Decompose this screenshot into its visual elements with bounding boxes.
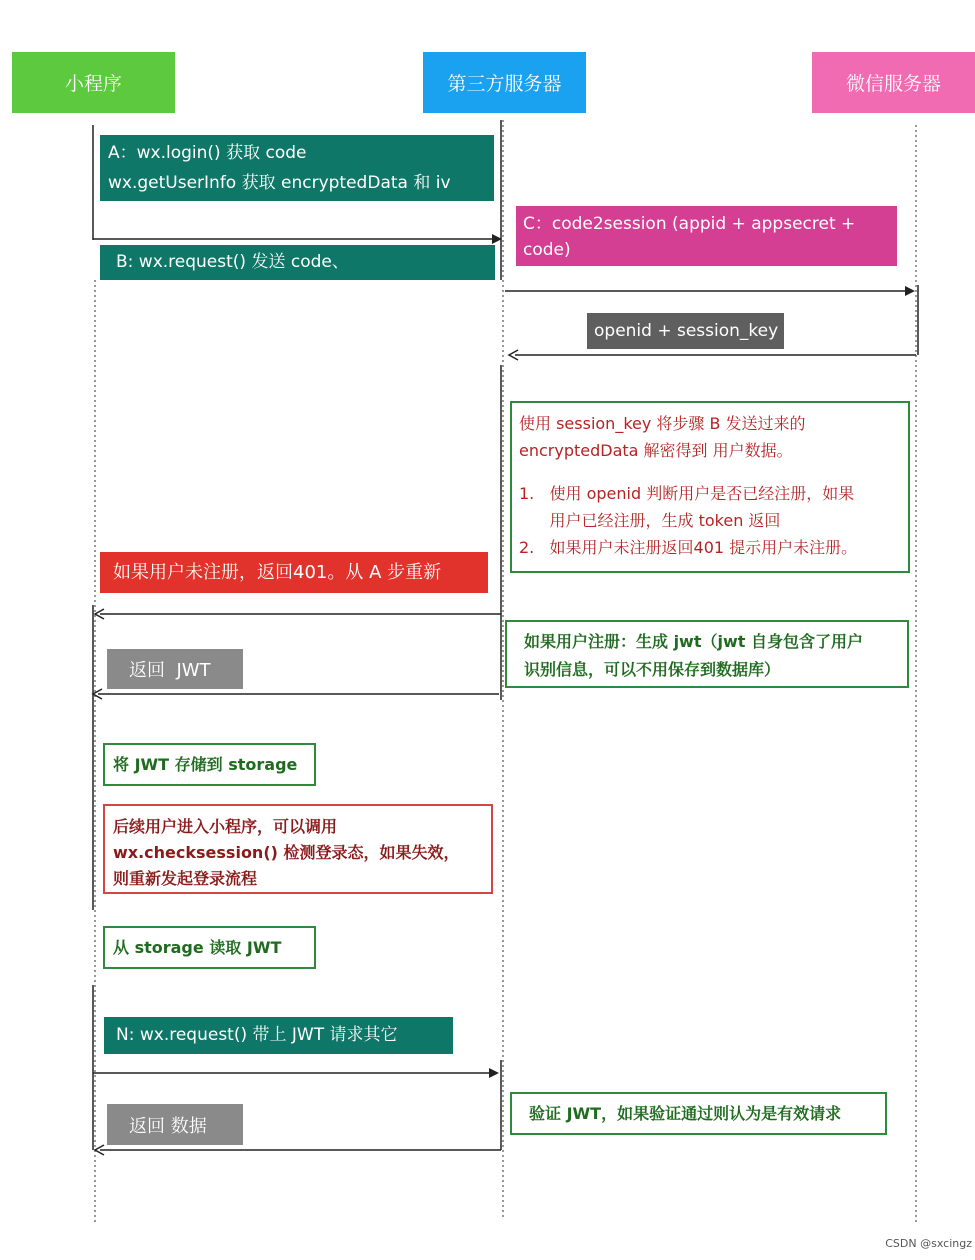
- verify-jwt-box: [510, 1092, 887, 1135]
- decrypt-item1-line2: 用户已经注册，生成 token 返回: [519, 511, 781, 530]
- unregistered-401-box: [100, 552, 488, 593]
- read-storage-box: [103, 926, 316, 969]
- openid-session-key-box: [587, 313, 784, 349]
- read-storage-label: 从 storage 读取 JWT: [113, 938, 282, 957]
- step-a-box: [100, 135, 494, 201]
- step-n-label: N: wx.request() 带上 JWT 请求其它: [116, 1025, 398, 1045]
- unregistered-401-label: 如果用户未注册，返回401。从 A 步重新: [113, 562, 442, 583]
- checksession-line3: 则重新发起登录流程: [113, 869, 258, 888]
- decrypt-userdata-box: [510, 401, 910, 573]
- decrypt-line2: encryptedData 解密得到 用户数据。: [519, 441, 793, 460]
- store-jwt-label: 将 JWT 存储到 storage: [113, 755, 298, 774]
- return-jwt-box: [107, 649, 243, 689]
- decrypt-item2: 2. 如果用户未注册返回401 提示用户未注册。: [519, 538, 858, 557]
- checksession-line2: wx.checksession() 检测登录态，如果失效，: [113, 843, 460, 862]
- participant-wechat-server: [812, 52, 975, 113]
- step-c-box: [516, 206, 897, 266]
- participant-thirdparty-server: [423, 52, 586, 113]
- registered-jwt-box: [505, 620, 909, 688]
- arrow-n-head: [489, 1068, 499, 1078]
- registered-line1: 如果用户注册：生成 jwt（jwt 自身包含了用户: [524, 632, 863, 651]
- watermark: [868, 1237, 972, 1255]
- decrypt-line1: 使用 session_key 将步骤 B 发送过来的: [519, 414, 806, 433]
- store-jwt-box: [103, 743, 316, 786]
- participant-miniprogram: [12, 52, 175, 113]
- participant-miniprogram-label: 小程序: [64, 73, 122, 95]
- checksession-line1: 后续用户进入小程序，可以调用: [113, 817, 338, 836]
- step-c-line1: C：code2session (appid + appsecret +: [523, 214, 856, 234]
- verify-jwt-label: 验证 JWT，如果验证通过则认为是有效请求: [529, 1104, 842, 1123]
- decrypt-item1-line1: 1. 使用 openid 判断用户是否已经注册，如果: [519, 484, 855, 503]
- return-data-box: [107, 1104, 243, 1145]
- arrow-c-head: [905, 286, 915, 296]
- step-a-line2: wx.getUserInfo 获取 encryptedData 和 iv: [108, 173, 451, 193]
- registered-line2: 识别信息，可以不用保存到数据库）: [524, 660, 781, 679]
- participant-wechat-label: 微信服务器: [845, 73, 941, 95]
- checksession-box: [103, 804, 493, 894]
- participant-thirdparty-label: 第三方服务器: [447, 73, 562, 95]
- step-c-line2: code): [523, 240, 571, 260]
- watermark-label: CSDN @sxcingz: [885, 1237, 972, 1250]
- openid-session-key-label: openid + session_key: [594, 321, 779, 341]
- step-a-line1: A：wx.login() 获取 code: [108, 143, 307, 163]
- step-b-label: B: wx.request() 发送 code、: [116, 252, 349, 272]
- return-data-label: 返回 数据: [129, 1115, 207, 1137]
- step-b-box: [100, 245, 495, 280]
- step-n-box: [104, 1017, 453, 1054]
- return-jwt-label: 返回 JWT: [129, 660, 211, 681]
